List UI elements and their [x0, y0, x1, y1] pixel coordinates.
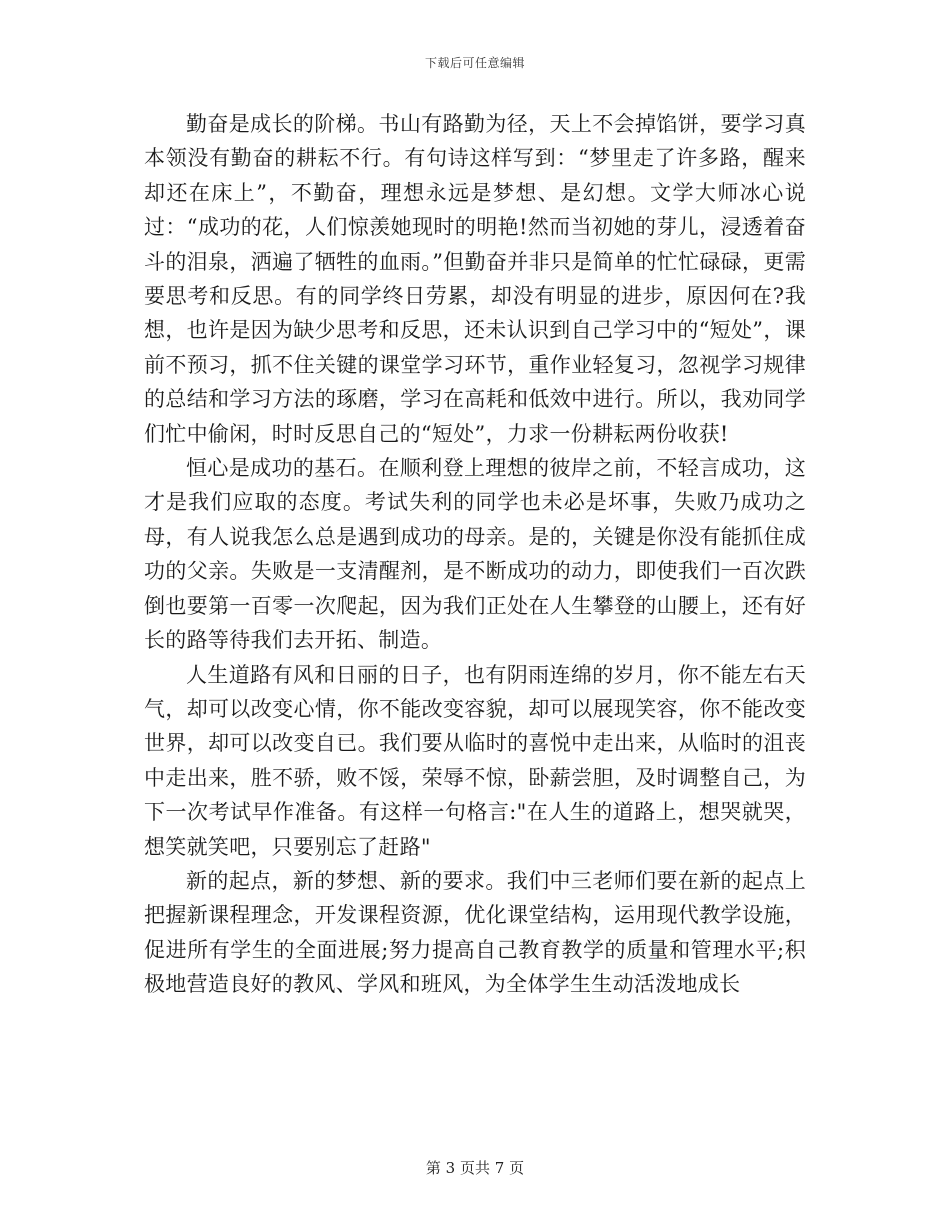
page-header: 下载后可任意编辑 — [424, 56, 525, 70]
paragraph-perseverance: 恒心是成功的基石。在顺利登上理想的彼岸之前，不轻言成功，这才是我们应取的态度。考试失利的同学也未必是坏事，失败乃成功之母，有人说我怎么总是遇到成功的母亲。是的，关键是你没有能抓住成功的父亲。失败是一支清醒剂，是不断成功的动力，即使我们一百次跌倒也要第一百零一次爬起，因为我们正处在人生攀登的山腰上，还有好长的路等待我们去开拓、制造。 — [144, 456, 806, 653]
paragraph-life-road: 人生道路有风和日丽的日子，也有阴雨连绵的岁月，你不能左右天气，却可以改变心情，你不能改变容貌，却可以展现笑容，你不能改变世界，却可以改变自已。我们要从临时的喜悦中走出来，从临时的沮丧中走出来，胜不骄，败不馁，荣辱不惊，卧薪尝胆，及时调整自己，为下一次考试早作准备。有这样一句格言:"在人生的道路上，想哭就哭，想笑就笑吧，只要别忘了赶路" — [144, 662, 806, 859]
paragraph-diligence: 勤奋是成长的阶梯。书山有路勤为径，天上不会掉馅饼，要学习真本领没有勤奋的耕耘不行。有句诗这样写到：“梦里走了许多路，醒来却还在床上”，不勤奋，理想永远是梦想、是幻想。文学大师冰心说过：“成功的花，人们惊羡她现时的明艳!然而当初她的芽儿，浸透着奋斗的泪泉，洒遍了牺牲的血雨。”但勤奋并非只是简单的忙忙碌碌，更需要思考和反思。有的同学终日劳累，却没有明显的进步，原因何在?我想，也许是因为缺少思考和反思，还未认识到自己学习中的“短处”，课前不预习，抓不住关键的课堂学习环节，重作业轻复习，忽视学习规律的总结和学习方法的琢磨，学习在高耗和低效中进行。所以，我劝同学们忙中偷闲，时时反思自己的“短处”，力求一份耕耘两份收获! — [144, 112, 806, 446]
document-body — [144, 107, 806, 1002]
paragraph-new-start: 新的起点，新的梦想、新的要求。我们中三老师们要在新的起点上把握新课程理念，开发课程资源，优化课堂结构，运用现代教学设施，促进所有学生的全面进展;努力提高自己教育教学的质量和管理水平;积极地营造良好的教风、学风和班风，为全体学生生动活泼地成长 — [144, 868, 806, 997]
page-number: 第 3 页共 7 页 — [425, 1159, 525, 1177]
